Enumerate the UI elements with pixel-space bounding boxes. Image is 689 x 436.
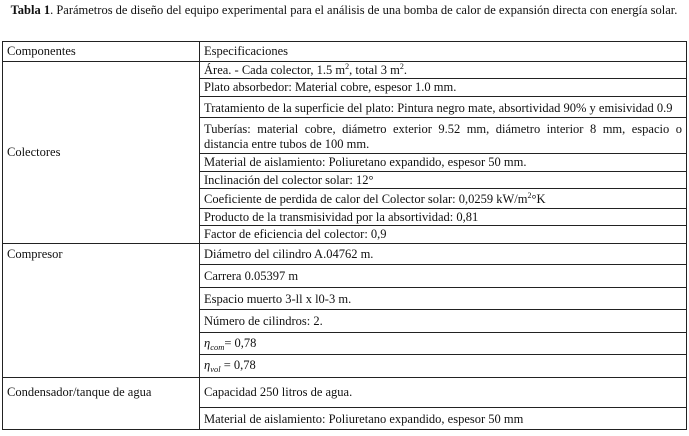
spec-tratamiento: Tratamiento de la superficie del plato: Pintura negro mate, absortividad 90% y emisividad 0.9 <box>200 96 687 118</box>
spec-area: Área. - Cada colector, 1.5 $m^2$, total 3 $m^2$. <box>200 61 687 79</box>
spec-espacio-muerto: Espacio muerto 3-ll x l0-3 m. <box>200 287 687 310</box>
header-especificaciones: Especificaciones <box>200 42 687 62</box>
table-caption <box>2 2 686 40</box>
spec-cilindros: Número de cilindros: 2. <box>200 310 687 333</box>
spec-tuberias: Tuberías: material cobre, diámetro exterior 9.52 mm, diámetro interior 8 mm, espacio o distancia entre tubos de 100 mm. <box>200 118 687 154</box>
table-row <box>3 377 687 408</box>
spec-producto: Producto de la transmisividad por la absortividad: 0,81 <box>200 208 687 226</box>
spec-aislamiento: Material de aislamiento: Poliuretano expandido, espesor 50 mm. <box>200 154 687 172</box>
spec-capacidad: Capacidad 250 litros de agua. <box>200 377 687 408</box>
spec-eta-com: $\eta_{com}= 0,78$ <box>200 332 687 355</box>
caption-label: Tabla 1 <box>10 3 51 17</box>
spec-diametro: Diámetro del cilindro A.04762 m. <box>200 243 687 265</box>
table-row <box>3 61 687 79</box>
component-condensador: Condensador/tanque de agua <box>3 377 200 429</box>
spec-perdida: Coeficiente de perdida de calor del Colector solar: 0,0259 $kW/m^2^\circ K$ <box>200 189 687 209</box>
spec-inclinacion: Inclinación del colector solar: 12° <box>200 171 687 189</box>
spec-eta-vol: $\eta_{vol} = 0,78$ <box>200 355 687 378</box>
spec-carrera: Carrera 0.05397 m <box>200 265 687 288</box>
spec-aislamiento-condensador: Material de aislamiento: Poliuretano expandido, espesor 50 mm <box>200 408 687 430</box>
spec-plato: Plato absorbedor: Material cobre, espesor 1.0 mm. <box>200 79 687 97</box>
component-colectores: Colectores <box>3 61 200 243</box>
table-header-row <box>3 42 687 62</box>
spec-eficiencia: Factor de eficiencia del colector: 0,9 <box>200 226 687 244</box>
header-componentes: Componentes <box>3 42 200 62</box>
caption-text: . Parámetros de diseño del equipo experimental para el análisis de una bomba de calor de expansión directa con energía solar. <box>50 3 678 17</box>
table-row <box>3 243 687 265</box>
component-compresor: Compresor <box>3 243 200 377</box>
parameters-table <box>2 41 687 430</box>
